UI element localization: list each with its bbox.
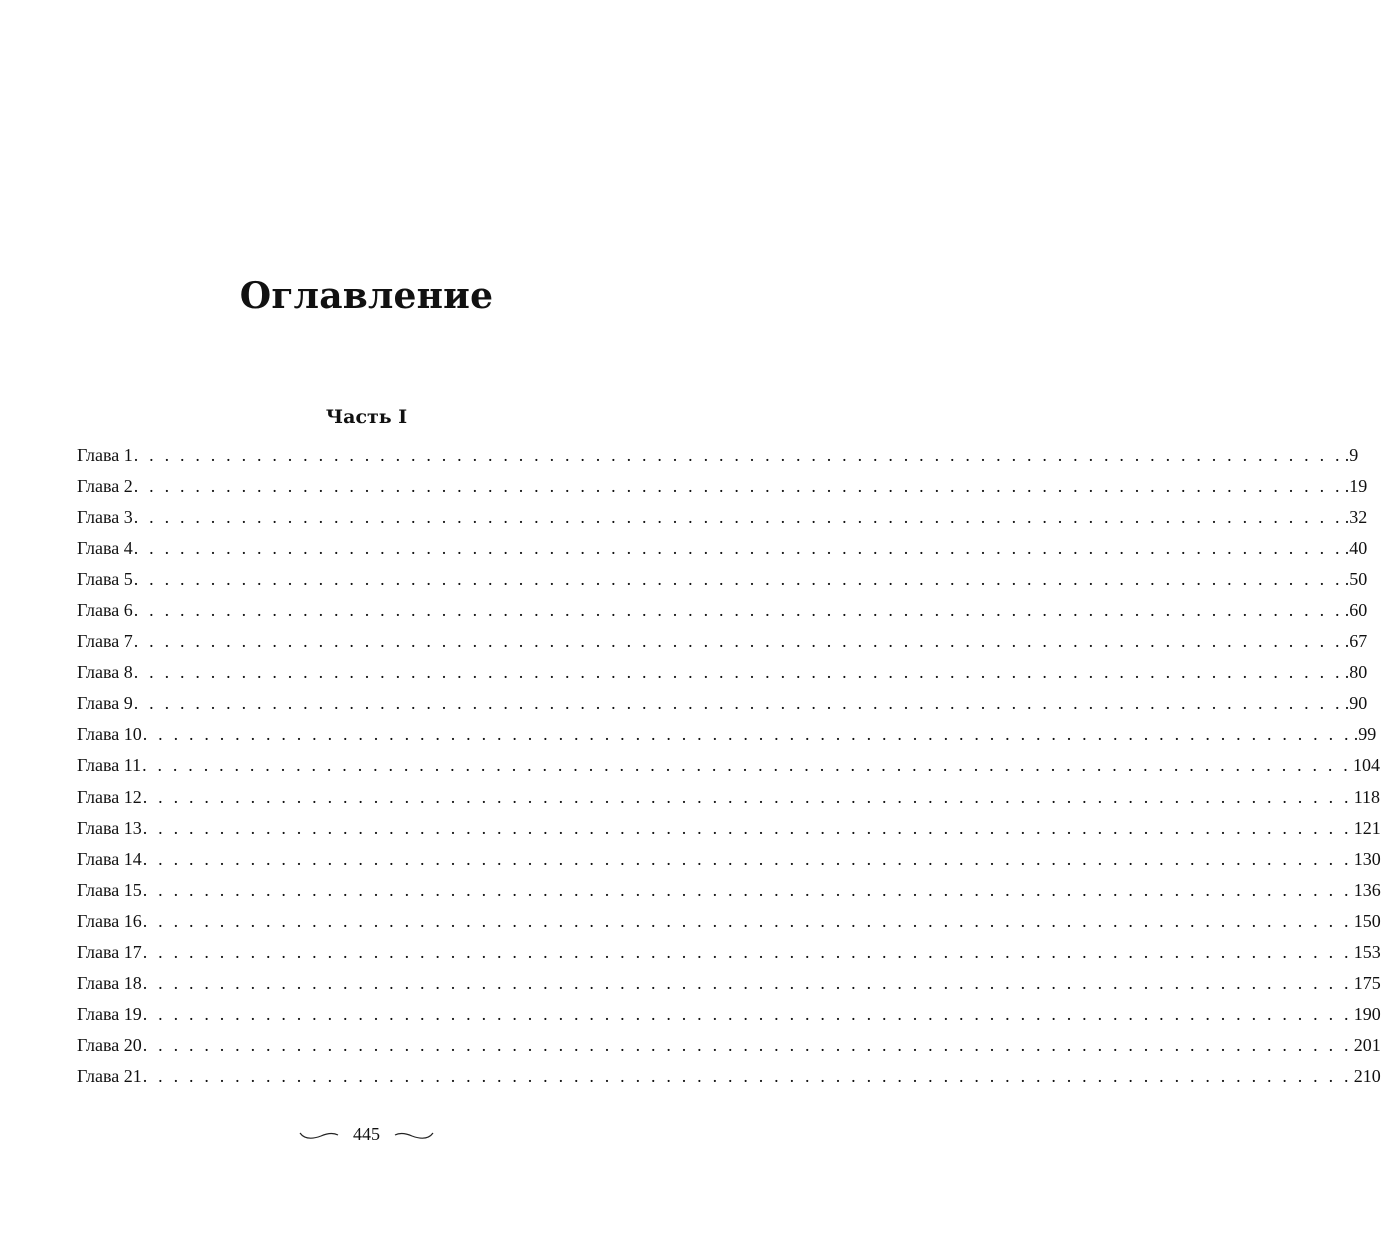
toc-entry-label: Глава 11 [77,755,142,776]
dot-leader: . . . . . . . . . . . . . . . . . . . . . . . . . . . . . . . . . . . . . . . . . . . . . . . . . . . . . . . . . . . . . . . . . . . . . . . . . . . . . . . [142,724,1352,745]
toc-entry[interactable] [77,688,1368,719]
toc-entry[interactable] [77,657,1368,688]
toc-entry[interactable] [77,626,1368,657]
toc-entry[interactable] [77,813,1381,844]
toc-entry-page: 175 [1353,972,1381,993]
toc-entry[interactable] [77,1030,1381,1061]
dot-leader: . . . . . . . . . . . . . . . . . . . . . . . . . . . . . . . . . . . . . . . . . . . . . . . . . . . . . . . . . . . . . . . . . . . . . . . . . . . . . . . [133,445,1343,465]
toc-entry-label: Глава 12 [77,786,142,807]
toc-entry[interactable] [77,844,1381,875]
toc-entry-label: Глава 17 [77,941,142,962]
toc-entry[interactable] [77,719,1377,750]
toc-entry-page: 118 [1353,786,1381,807]
toc-entry-page: 136 [1353,879,1381,900]
toc-entry-page: .90 [1344,693,1368,714]
dot-leader: . . . . . . . . . . . . . . . . . . . . . . . . . . . . . . . . . . . . . . . . . . . . . . . . . . . . . . . . . . . . . . . . . . . . . . . . . . . . . . . [133,476,1343,497]
dot-leader: . . . . . . . . . . . . . . . . . . . . . . . . . . . . . . . . . . . . . . . . . . . . . . . . . . . . . . . . . . . . . . . . . . . . . . . . . . . . . . . [142,972,1352,993]
toc-entry-label: Глава 21 [77,1065,142,1086]
dot-leader: . . . . . . . . . . . . . . . . . . . . . . . . . . . . . . . . . . . . . . . . . . . . . . . . . . . . . . . . . . . . . . . . . . . . . . . . . . . . . . . [133,693,1343,714]
dot-leader: . . . . . . . . . . . . . . . . . . . . . . . . . . . . . . . . . . . . . . . . . . . . . . . . . . . . . . . . . . . . . . . . . . . . . . . . . . . . . . . [142,1003,1352,1024]
toc-entry-label: Глава 7 [77,631,133,652]
toc-entry[interactable] [77,471,1368,502]
toc-entry[interactable] [77,533,1368,564]
dot-leader: . . . . . . . . . . . . . . . . . . . . . . . . . . . . . . . . . . . . . . . . . . . . . . . . . . . . . . . . . . . . . . . . . . . . . . . . . . . . . . . [142,941,1352,962]
toc-entry-page: .67 [1344,631,1368,652]
toc-entry[interactable] [77,564,1368,595]
toc-entry-label: Глава 18 [77,972,142,993]
dot-leader: . . . . . . . . . . . . . . . . . . . . . . . . . . . . . . . . . . . . . . . . . . . . . . . . . . . . . . . . . . . . . . . . . . . . . . . . . . . . . . . [142,910,1352,931]
toc-entry-page: .60 [1344,600,1368,621]
part-heading: Часть I [325,406,408,428]
toc-entry[interactable] [77,1061,1381,1092]
toc-entry-label: Глава 9 [77,693,133,714]
toc-entry[interactable] [77,906,1381,937]
toc-entry-page: .9 [1344,445,1359,465]
toc-entry[interactable] [77,440,1359,471]
toc-entry-label: Глава 19 [77,1003,142,1024]
swash-ornament-icon [394,1129,434,1141]
toc-entry-label: Глава 1 [77,445,133,465]
toc-entry-page: .19 [1344,476,1368,497]
toc-entry-page: .32 [1344,507,1368,528]
toc-entry[interactable] [77,999,1381,1030]
page-footer [0,1124,733,1145]
toc-entry-label: Глава 4 [77,538,133,559]
dot-leader: . . . . . . . . . . . . . . . . . . . . . . . . . . . . . . . . . . . . . . . . . . . . . . . . . . . . . . . . . . . . . . . . . . . . . . . . . . . . . . . [133,631,1343,652]
toc-entry-page: 190 [1353,1003,1381,1024]
page-number: 445 [353,1124,380,1144]
dot-leader: . . . . . . . . . . . . . . . . . . . . . . . . . . . . . . . . . . . . . . . . . . . . . . . . . . . . . . . . . . . . . . . . . . . . . . . . . . . . . . . [133,507,1343,528]
toc-entry[interactable] [77,875,1381,906]
dot-leader: . . . . . . . . . . . . . . . . . . . . . . . . . . . . . . . . . . . . . . . . . . . . . . . . . . . . . . . . . . . . . . . . . . . . . . . . . . . . . . . [142,879,1352,900]
toc-entry-page: .99 [1353,724,1377,745]
dot-leader: . . . . . . . . . . . . . . . . . . . . . . . . . . . . . . . . . . . . . . . . . . . . . . . . . . . . . . . . . . . . . . . . . . . . . . . . . . . . . . . [142,786,1352,807]
toc-entry[interactable] [77,968,1381,999]
toc-entry-label: Глава 8 [77,662,133,683]
toc-entry-page: .50 [1344,569,1368,590]
dot-leader: . . . . . . . . . . . . . . . . . . . . . . . . . . . . . . . . . . . . . . . . . . . . . . . . . . . . . . . . . . . . . . . . . . . . . . . . . . . . . . . [133,662,1343,683]
swash-ornament-icon [299,1129,339,1141]
page-title: Оглавление [239,275,494,317]
toc-entry-label: Глава 14 [77,848,142,869]
dot-leader: . . . . . . . . . . . . . . . . . . . . . . . . . . . . . . . . . . . . . . . . . . . . . . . . . . . . . . . . . . . . . . . . . . . . . . . . . . . . . . . [142,1034,1352,1055]
toc-entry-label: Глава 6 [77,600,133,621]
toc-entry-label: Глава 10 [77,724,142,745]
dot-leader: . . . . . . . . . . . . . . . . . . . . . . . . . . . . . . . . . . . . . . . . . . . . . . . . . . . . . . . . . . . . . . . . . . . . . . . . . . . . . . . [142,817,1352,838]
toc-entry-page: .80 [1344,662,1368,683]
toc-entry-label: Глава 3 [77,507,133,528]
toc-entry-page: 130 [1353,848,1381,869]
dot-leader: . . . . . . . . . . . . . . . . . . . . . . . . . . . . . . . . . . . . . . . . . . . . . . . . . . . . . . . . . . . . . . . . . . . . . . . . . . . . . . . [142,755,1352,776]
toc-entry[interactable] [77,782,1381,813]
toc-entry-label: Глава 16 [77,910,142,931]
toc-entry-label: Глава 5 [77,569,133,590]
dot-leader: . . . . . . . . . . . . . . . . . . . . . . . . . . . . . . . . . . . . . . . . . . . . . . . . . . . . . . . . . . . . . . . . . . . . . . . . . . . . . . . [142,1065,1352,1086]
toc-entry-page: 121 [1353,817,1381,838]
toc-entry[interactable] [77,502,1368,533]
toc-entry-label: Глава 15 [77,879,142,900]
dot-leader: . . . . . . . . . . . . . . . . . . . . . . . . . . . . . . . . . . . . . . . . . . . . . . . . . . . . . . . . . . . . . . . . . . . . . . . . . . . . . . . [133,600,1343,621]
toc-entry-label: Глава 20 [77,1034,142,1055]
toc-entry[interactable] [77,595,1368,626]
toc-entry-page: 153 [1353,941,1381,962]
toc-entry-label: Глава 2 [77,476,133,497]
toc-entry-page: 150 [1353,910,1381,931]
toc-entry-page: 201 [1353,1034,1381,1055]
dot-leader: . . . . . . . . . . . . . . . . . . . . . . . . . . . . . . . . . . . . . . . . . . . . . . . . . . . . . . . . . . . . . . . . . . . . . . . . . . . . . . . [133,538,1343,559]
toc-entry[interactable] [77,750,1381,781]
dot-leader: . . . . . . . . . . . . . . . . . . . . . . . . . . . . . . . . . . . . . . . . . . . . . . . . . . . . . . . . . . . . . . . . . . . . . . . . . . . . . . . [142,848,1352,869]
toc-entry-page: 104 [1353,755,1381,776]
table-of-contents [77,440,1381,1092]
toc-entry-page: 210 [1353,1065,1381,1086]
toc-entry[interactable] [77,937,1381,968]
toc-entry-page: .40 [1344,538,1368,559]
dot-leader: . . . . . . . . . . . . . . . . . . . . . . . . . . . . . . . . . . . . . . . . . . . . . . . . . . . . . . . . . . . . . . . . . . . . . . . . . . . . . . . [133,569,1343,590]
toc-entry-label: Глава 13 [77,817,142,838]
